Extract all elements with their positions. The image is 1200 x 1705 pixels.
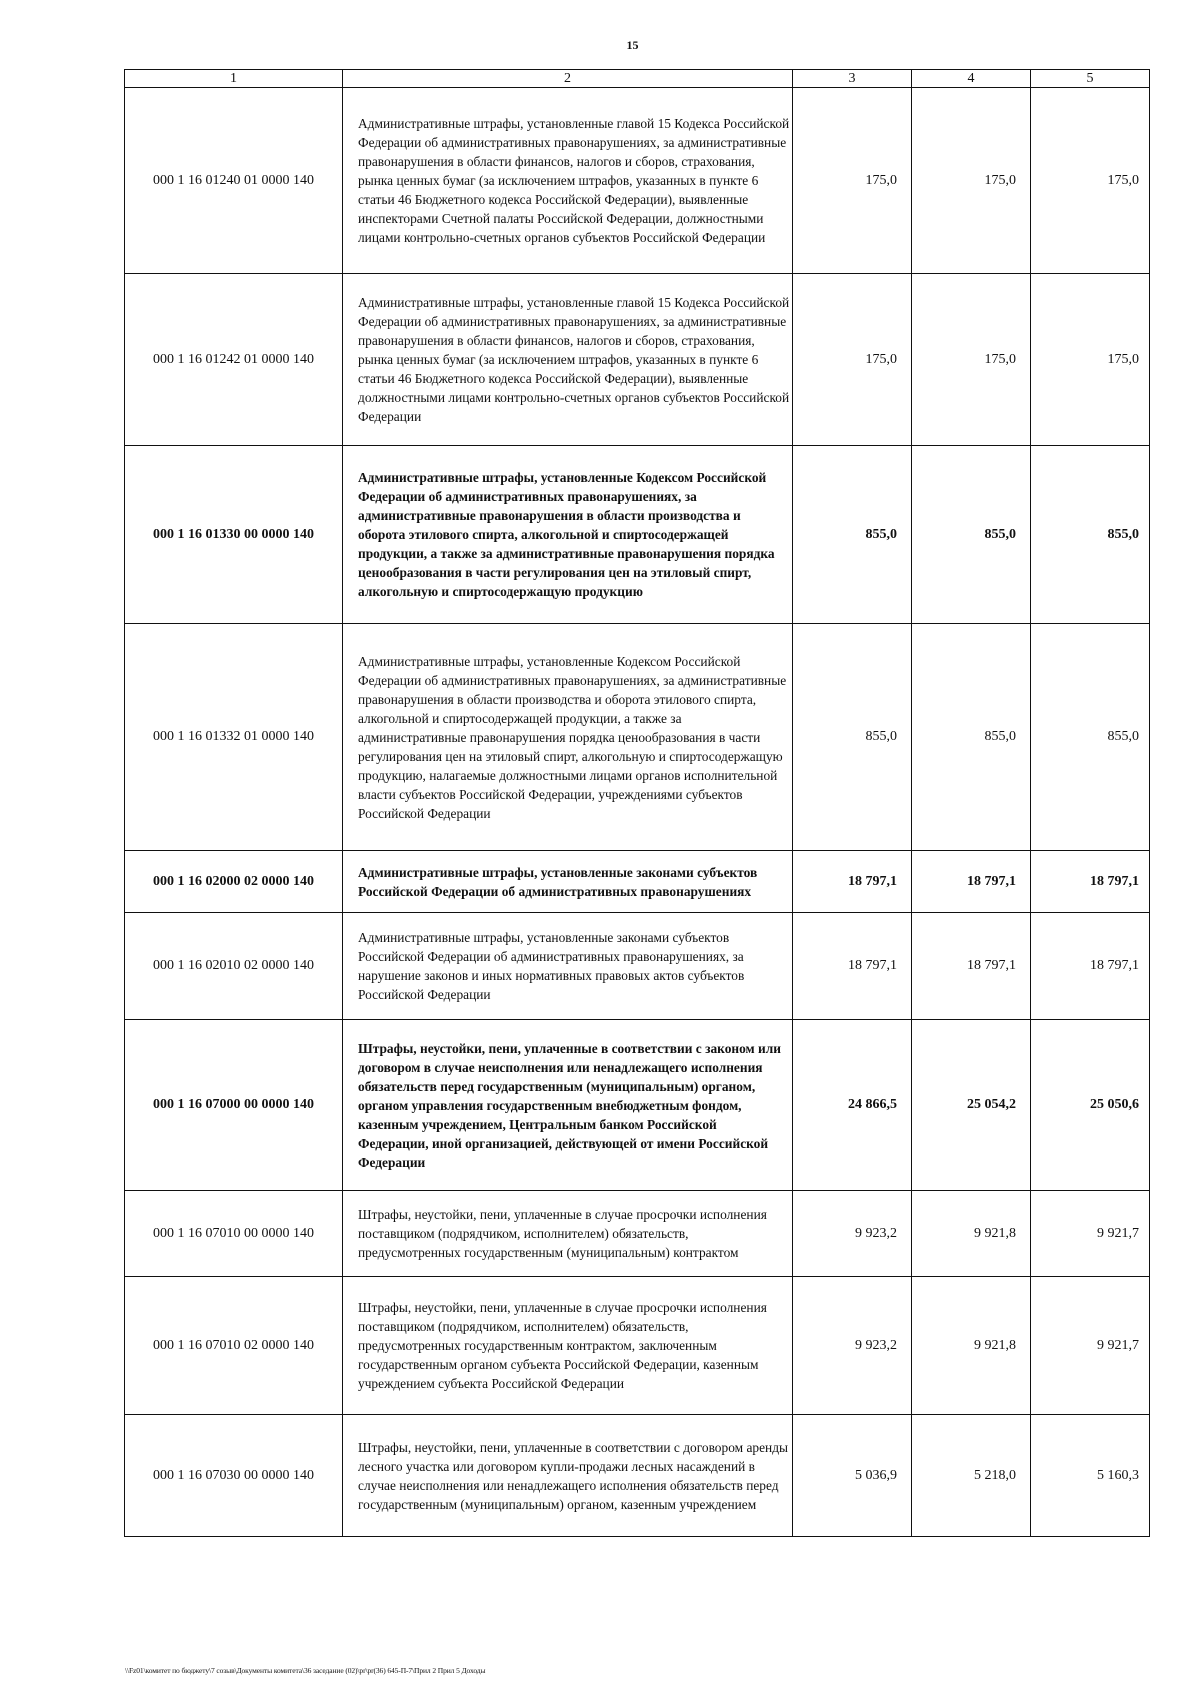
classification-code: 000 1 16 01240 01 0000 140 <box>125 88 343 274</box>
table-header-row <box>125 70 1150 88</box>
revenue-table <box>124 69 1150 1537</box>
value-col3: 18 797,1 <box>793 851 912 913</box>
table-row <box>125 851 1150 913</box>
revenue-description: Административные штрафы, установленные главой 15 Кодекса Российской Федерации об административных правонарушениях, за административные правонарушения в области финансов, налогов и сборов, страхования, рынка ценных бумаг (за исключением штрафов, указанных в пункте 6 статьи 46 Бюджетного кодекса Российской Федерации), выявленные инспекторами Счетной палаты Российской Федерации, должностными лицами контрольно-счетных органов субъектов Российской Федерации <box>343 88 793 274</box>
revenue-description: Административные штрафы, установленные законами субъектов Российской Федерации об административных правонарушениях, за нарушение законов и иных нормативных правовых актов субъектов Российской Федерации <box>343 913 793 1020</box>
column-header: 4 <box>912 70 1031 88</box>
value-col3: 175,0 <box>793 88 912 274</box>
revenue-description: Административные штрафы, установленные Кодексом Российской Федерации об административных правонарушениях, за административные правонарушения в области производства и оборота этилового спирта, алкогольной и спиртосодержащей продукции, а также за административные правонарушения порядка ценообразования в части регулирования цен на этиловый спирт, алкогольную и спиртосодержащую продукцию <box>343 446 793 624</box>
table-row <box>125 1415 1150 1537</box>
value-col4: 5 218,0 <box>912 1415 1031 1537</box>
revenue-description: Штрафы, неустойки, пени, уплаченные в соответствии с законом или договором в случае неисполнения или ненадлежащего исполнения обязательств перед государственным (муниципальным) органом, органом управления государственным внебюджетным фондом, казенным учреждением, Центральным банком Российской Федерации, иной организацией, действующей от имени Российской Федерации <box>343 1020 793 1191</box>
table-row <box>125 624 1150 851</box>
revenue-description: Административные штрафы, установленные главой 15 Кодекса Российской Федерации об административных правонарушениях, за административные правонарушения в области финансов, налогов и сборов, страхования, рынка ценных бумаг (за исключением штрафов, указанных в пункте 6 статьи 46 Бюджетного кодекса Российской Федерации), выявленные должностными лицами контрольно-счетных органов субъектов Российской Федерации <box>343 274 793 446</box>
classification-code: 000 1 16 02010 02 0000 140 <box>125 913 343 1020</box>
table-row <box>125 1277 1150 1415</box>
value-col4: 18 797,1 <box>912 851 1031 913</box>
column-header: 5 <box>1031 70 1150 88</box>
value-col5: 175,0 <box>1031 274 1150 446</box>
revenue-description: Административные штрафы, установленные законами субъектов Российской Федерации об административных правонарушениях <box>343 851 793 913</box>
value-col5: 175,0 <box>1031 88 1150 274</box>
table-row <box>125 1020 1150 1191</box>
value-col4: 855,0 <box>912 446 1031 624</box>
classification-code: 000 1 16 01330 00 0000 140 <box>125 446 343 624</box>
value-col3: 855,0 <box>793 624 912 851</box>
value-col4: 9 921,8 <box>912 1277 1031 1415</box>
classification-code: 000 1 16 07010 02 0000 140 <box>125 1277 343 1415</box>
value-col3: 18 797,1 <box>793 913 912 1020</box>
file-path-footer: \\Fz01\комитет по бюджету\7 созыв\Документы комитета\36 заседание (02)\pr\pr(36) 645-П-7\Прил 2 Прил 5 Доходы <box>125 1666 486 1675</box>
value-col4: 25 054,2 <box>912 1020 1031 1191</box>
value-col4: 855,0 <box>912 624 1031 851</box>
value-col3: 9 923,2 <box>793 1191 912 1277</box>
value-col5: 5 160,3 <box>1031 1415 1150 1537</box>
table-row <box>125 274 1150 446</box>
value-col5: 855,0 <box>1031 446 1150 624</box>
value-col4: 175,0 <box>912 274 1031 446</box>
table-row <box>125 446 1150 624</box>
value-col3: 855,0 <box>793 446 912 624</box>
table-row <box>125 913 1150 1020</box>
value-col3: 9 923,2 <box>793 1277 912 1415</box>
classification-code: 000 1 16 07000 00 0000 140 <box>125 1020 343 1191</box>
value-col5: 18 797,1 <box>1031 851 1150 913</box>
revenue-description: Административные штрафы, установленные Кодексом Российской Федерации об административных правонарушениях, за административные правонарушения в области производства и оборота этилового спирта, алкогольной и спиртосодержащей продукции, а также за административные правонарушения порядка ценообразования в части регулирования цен на этиловый спирт, алкогольную и спиртосодержащую продукцию, налагаемые должностными лицами органов исполнительной власти субъектов Российской Федерации, учреждениями субъектов Российской Федерации <box>343 624 793 851</box>
value-col4: 9 921,8 <box>912 1191 1031 1277</box>
classification-code: 000 1 16 01242 01 0000 140 <box>125 274 343 446</box>
column-header: 2 <box>343 70 793 88</box>
classification-code: 000 1 16 07010 00 0000 140 <box>125 1191 343 1277</box>
column-header: 3 <box>793 70 912 88</box>
value-col5: 18 797,1 <box>1031 913 1150 1020</box>
value-col5: 25 050,6 <box>1031 1020 1150 1191</box>
revenue-description: Штрафы, неустойки, пени, уплаченные в случае просрочки исполнения поставщиком (подрядчиком, исполнителем) обязательств, предусмотренных государственным контрактом, заключенным государственным органом субъекта Российской Федерации, казенным учреждением субъекта Российской Федерации <box>343 1277 793 1415</box>
value-col5: 855,0 <box>1031 624 1150 851</box>
table-row <box>125 88 1150 274</box>
revenue-description: Штрафы, неустойки, пени, уплаченные в случае просрочки исполнения поставщиком (подрядчиком, исполнителем) обязательств, предусмотренных государственным (муниципальным) контрактом <box>343 1191 793 1277</box>
value-col3: 24 866,5 <box>793 1020 912 1191</box>
value-col5: 9 921,7 <box>1031 1191 1150 1277</box>
classification-code: 000 1 16 02000 02 0000 140 <box>125 851 343 913</box>
column-header: 1 <box>125 70 343 88</box>
classification-code: 000 1 16 01332 01 0000 140 <box>125 624 343 851</box>
value-col5: 9 921,7 <box>1031 1277 1150 1415</box>
value-col3: 175,0 <box>793 274 912 446</box>
value-col3: 5 036,9 <box>793 1415 912 1537</box>
page-number: 15 <box>626 38 639 52</box>
revenue-description: Штрафы, неустойки, пени, уплаченные в соответствии с договором аренды лесного участка или договором купли-продажи лесных насаждений в случае неисполнения или ненадлежащего исполнения обязательств перед государственным (муниципальным) органом, казенным учреждением <box>343 1415 793 1537</box>
value-col4: 18 797,1 <box>912 913 1031 1020</box>
classification-code: 000 1 16 07030 00 0000 140 <box>125 1415 343 1537</box>
table-row <box>125 1191 1150 1277</box>
value-col4: 175,0 <box>912 88 1031 274</box>
